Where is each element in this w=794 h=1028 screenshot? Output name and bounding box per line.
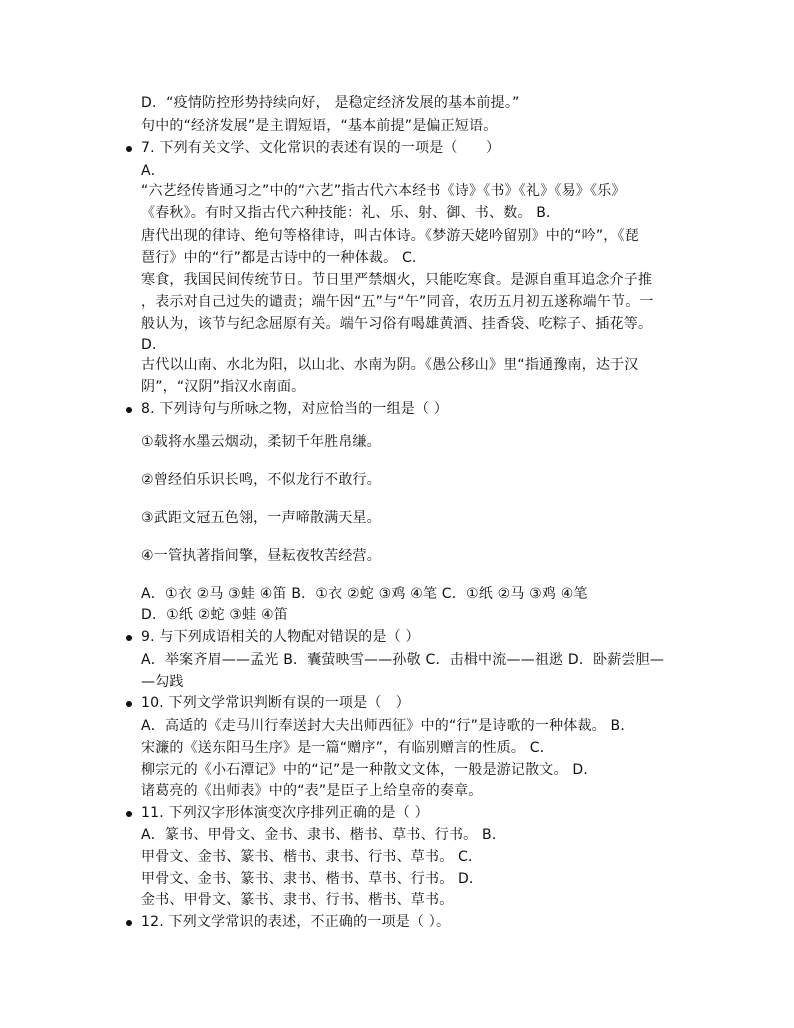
question-9-stem: 9. 与下列成语相关的人物配对错误的是（ ） [141, 629, 420, 645]
q7-option-d-cont: 阴”，“汉阴”指汉水南面。 [141, 379, 306, 395]
question-12-stem: 12. 下列文学常识的表述，不正确的一项是（ ）。 [141, 914, 451, 930]
q7-option-b-text: 唐代出现的律诗、绝句等格律诗，叫古体诗。《梦游天姥吟留别》中的“吟”，《琵 [141, 228, 639, 244]
q10-option-b: 宋濂的《送东阳马生序》是一篇“赠序”，有临别赠言的性质。 C． [141, 740, 554, 756]
q7-option-d-text: 古代以山南、水北为阳，以山北、水南为阴。《愚公移山》里“指通豫南，达于汉 [141, 357, 639, 373]
q9-options: A．举案齐眉——孟光 B．囊萤映雪——孙敬 C．击楫中流——祖逖 D．卧薪尝胆— [141, 652, 665, 668]
q10-option-a: A．高适的《走马川行奉送封大夫出师西征》中的“行”是诗歌的一种体裁。 B． [141, 718, 635, 734]
q7-option-a-cont: 《春秋》。有时又指古代六种技能：礼、乐、射、御、书、数。 B． [141, 205, 561, 221]
q11-option-b: 甲骨文、金书、篆书、楷书、隶书、行书、草书。 C． [141, 849, 483, 865]
q8-options-abc: A．①衣 ②马 ③蛙 ④笛 B．①衣 ②蛇 ③鸡 ④笔 C．①纸 ②马 ③鸡 ④笔 [141, 586, 588, 602]
bullet-q11 [126, 811, 132, 817]
question-10-stem: 10. 下列文学常识判断有误的一项是（ ） [141, 695, 410, 711]
bullet-q12 [126, 920, 132, 926]
question-11-stem: 11. 下列汉字形体演变次序排列正确的是（ ） [141, 805, 429, 821]
bullet-q10 [126, 701, 132, 707]
question-7-stem: 7. 下列有关文学、文化常识的表述有误的一项是（ ） [141, 140, 501, 156]
bullet-q8 [126, 407, 132, 413]
q11-option-c: 甲骨文、金书、篆书、隶书、楷书、草书、行书。 D． [141, 871, 484, 887]
bullet-q9 [126, 635, 132, 641]
option-d-line-1: D．“疫情防控形势持续向好， 是稳定经济发展的基本前提。” [141, 95, 520, 111]
q10-option-c: 柳宗元的《小石潭记》中的“记”是一种散文文体，一般是游记散文。 D． [141, 762, 598, 778]
q8-option-d: D．①纸 ②蛇 ③蛙 ④笛 [141, 607, 288, 623]
q11-option-a: A．篆书、甲骨文、金书、隶书、楷书、草书、行书。 B． [141, 827, 507, 843]
q7-option-b-cont: 琶行》中的“行”都是古诗中的一种体裁。 C． [141, 250, 427, 266]
question-8-stem: 8. 下列诗句与所咏之物，对应恰当的一组是（ ） [141, 401, 449, 417]
q8-poem-1: ①载将水墨云烟动，柔韧千年胜帛缣。 [141, 434, 381, 450]
q7-option-d-label: D． [141, 337, 167, 353]
q10-option-d: 诸葛亮的《出师表》中的“表”是臣子上给皇帝的奏章。 [141, 783, 483, 799]
q8-poem-2: ②曾经伯乐识长鸣，不似龙行不敢行。 [141, 472, 381, 488]
q8-poem-3: ③武距文冠五色翎，一声啼散满天星。 [141, 510, 381, 526]
q7-option-a-text: “六艺经传皆通习之”中的“六艺”指古代六本经书《诗》《书》《礼》《易》《乐》 [141, 183, 626, 199]
q11-option-d: 金书、甲骨文、篆书、隶书、行书、楷书、草书。 [141, 892, 454, 908]
q9-options-cont: —勾践 [141, 674, 184, 690]
q7-option-c-text: 寒食，我国民间传统节日。节日里严禁烟火，只能吃寒食。是源自重耳追念介子推 [141, 272, 653, 288]
bullet-q7 [126, 146, 132, 152]
q8-poem-4: ④一管执著指间擎，昼耘夜牧苦经营。 [141, 548, 381, 564]
option-d-explanation: 句中的“经济发展”是主谓短语，“基本前提”是偏正短语。 [141, 118, 498, 134]
q7-option-c-cont-1: ，表示对自己过失的谴责；端午因“五”与“午”同音，农历五月初五遂称端午节。一 [141, 294, 654, 310]
q7-option-a-label: A． [141, 163, 165, 179]
q7-option-c-cont-2: 般认为，该节与纪念屈原有关。端午习俗有喝雄黄酒、挂香袋、吃粽子、插花等。 [141, 316, 653, 332]
